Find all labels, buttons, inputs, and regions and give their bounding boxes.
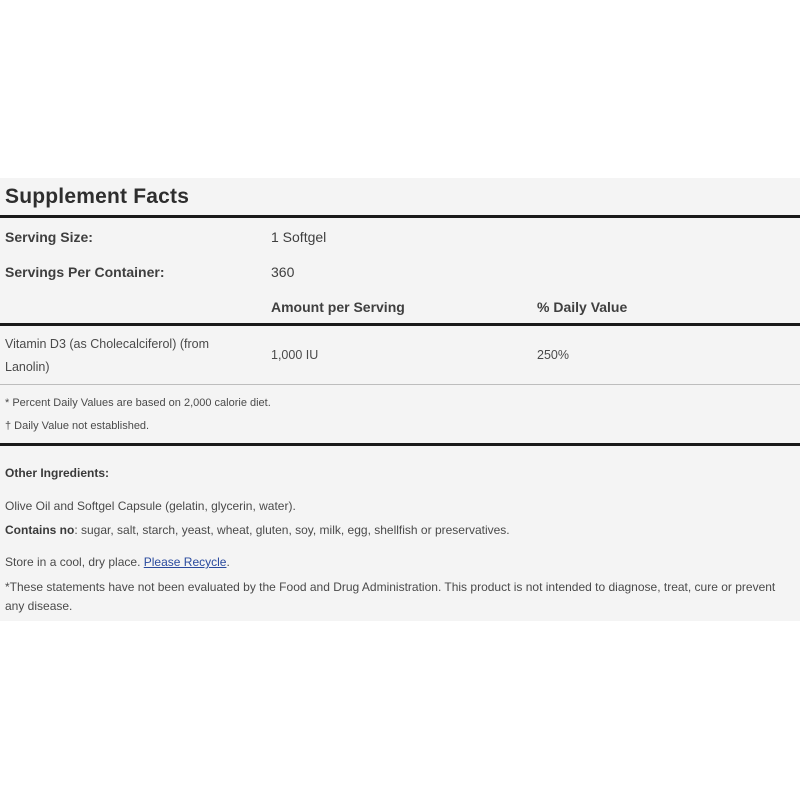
storage-line [5, 555, 230, 569]
amount-per-serving-header: Amount per Serving [271, 299, 405, 315]
fda-disclaimer: *These statements have not been evaluated by the Food and Drug Administration. This product is not intended to diagnose, treat, cure or prevent any disease. [5, 580, 776, 613]
nutrient-name-line1: Vitamin D3 (as Cholecalciferol) (from [5, 337, 209, 351]
serving-size-label: Serving Size: [5, 229, 93, 245]
footnote-divider [0, 443, 800, 446]
footnote-daily-value-not-established: † Daily Value not established. [5, 420, 150, 432]
ingredients-text: Olive Oil and Softgel Capsule (gelatin, glycerin, water). [5, 499, 296, 513]
daily-value-header: % Daily Value [537, 299, 628, 315]
supplement-facts-title: Supplement Facts [5, 185, 190, 208]
serving-size-value: 1 Softgel [271, 229, 327, 245]
servings-per-container-value: 360 [271, 264, 295, 280]
contains-no-label: Contains no [5, 523, 75, 537]
title-divider [0, 215, 800, 218]
contains-no-text: : sugar, salt, starch, yeast, wheat, gluten, soy, milk, egg, shellfish or preservatives. [74, 523, 510, 537]
contains-no-line [5, 523, 510, 537]
servings-per-container-label: Servings Per Container: [5, 264, 165, 280]
storage-text: Store in a cool, dry place. [5, 555, 144, 569]
footnote-percent-daily-values: * Percent Daily Values are based on 2,000 calorie diet. [5, 397, 271, 409]
please-recycle-link[interactable]: Please Recycle [143, 555, 227, 569]
other-ingredients-heading: Other Ingredients: [5, 466, 110, 480]
nutrient-name-line2: Lanolin) [5, 360, 50, 374]
nutrient-daily-value: 250% [537, 348, 569, 362]
header-divider [0, 323, 800, 326]
storage-end: . [226, 555, 230, 569]
nutrient-amount: 1,000 IU [271, 348, 319, 362]
nutrient-row-divider [0, 384, 800, 385]
